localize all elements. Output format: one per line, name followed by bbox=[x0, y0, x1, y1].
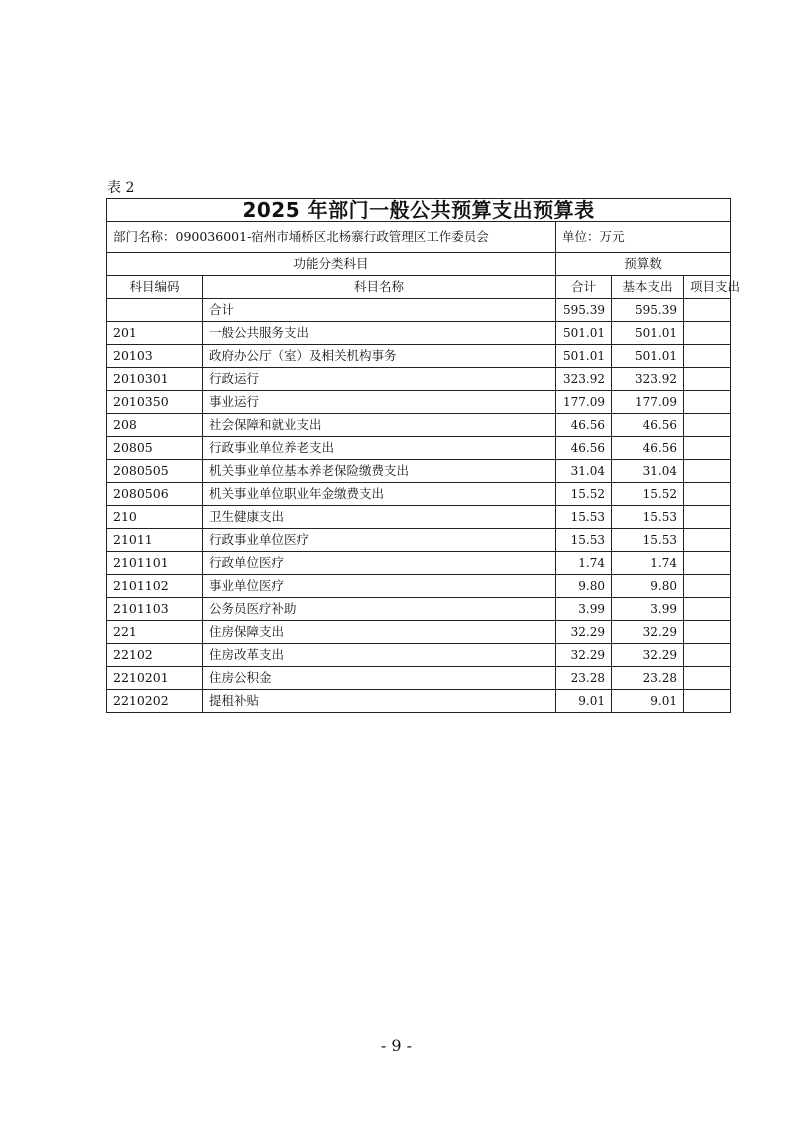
row-name: 住房改革支出 bbox=[203, 644, 556, 667]
row-project bbox=[684, 644, 731, 667]
table-row bbox=[107, 552, 731, 575]
table-title: 2025 年部门一般公共预算支出预算表 bbox=[107, 199, 731, 222]
title-row bbox=[107, 199, 731, 222]
row-name: 一般公共服务支出 bbox=[203, 322, 556, 345]
table-row bbox=[107, 437, 731, 460]
code-header: 科目编码 bbox=[107, 276, 203, 299]
page-number: - 9 - bbox=[380, 1036, 413, 1055]
table-label: 表 2 bbox=[107, 180, 135, 196]
row-code: 2101102 bbox=[107, 575, 203, 598]
table-row bbox=[107, 667, 731, 690]
row-total: 501.01 bbox=[556, 322, 612, 345]
functional-category-header: 功能分类科目 bbox=[107, 253, 556, 276]
name-header: 科目名称 bbox=[203, 276, 556, 299]
row-name: 行政单位医疗 bbox=[203, 552, 556, 575]
row-code: 210 bbox=[107, 506, 203, 529]
row-total: 32.29 bbox=[556, 644, 612, 667]
row-project bbox=[684, 575, 731, 598]
table-row bbox=[107, 391, 731, 414]
row-name: 住房保障支出 bbox=[203, 621, 556, 644]
row-project bbox=[684, 414, 731, 437]
row-project bbox=[684, 598, 731, 621]
row-project bbox=[684, 460, 731, 483]
row-project bbox=[684, 667, 731, 690]
table-row bbox=[107, 299, 731, 322]
row-code: 2010301 bbox=[107, 368, 203, 391]
row-name: 住房公积金 bbox=[203, 667, 556, 690]
row-total: 31.04 bbox=[556, 460, 612, 483]
table-body bbox=[107, 198, 741, 713]
table-row bbox=[107, 529, 731, 552]
row-project bbox=[684, 437, 731, 460]
meta-row bbox=[107, 222, 731, 253]
row-code: 2010350 bbox=[107, 391, 203, 414]
row-project bbox=[684, 368, 731, 391]
row-total: 15.52 bbox=[556, 483, 612, 506]
row-name: 合计 bbox=[203, 299, 556, 322]
table-row bbox=[107, 345, 731, 368]
table-row bbox=[107, 621, 731, 644]
budget-table bbox=[106, 198, 741, 713]
row-basic: 46.56 bbox=[612, 437, 684, 460]
row-code: 2210201 bbox=[107, 667, 203, 690]
row-name: 行政事业单位医疗 bbox=[203, 529, 556, 552]
unit-label: 单位：万元 bbox=[556, 222, 731, 253]
row-code: 2101103 bbox=[107, 598, 203, 621]
row-basic: 23.28 bbox=[612, 667, 684, 690]
basic-header: 基本支出 bbox=[612, 276, 684, 299]
table-row bbox=[107, 460, 731, 483]
table-row bbox=[107, 368, 731, 391]
row-project bbox=[684, 529, 731, 552]
row-basic: 9.80 bbox=[612, 575, 684, 598]
row-basic: 15.52 bbox=[612, 483, 684, 506]
row-code bbox=[107, 299, 203, 322]
row-basic: 46.56 bbox=[612, 414, 684, 437]
row-code: 20805 bbox=[107, 437, 203, 460]
table-row bbox=[107, 483, 731, 506]
row-basic: 31.04 bbox=[612, 460, 684, 483]
row-basic: 1.74 bbox=[612, 552, 684, 575]
row-name: 事业单位医疗 bbox=[203, 575, 556, 598]
row-project bbox=[684, 299, 731, 322]
row-basic: 9.01 bbox=[612, 690, 684, 713]
budget-amount-header: 预算数 bbox=[556, 253, 731, 276]
table-row bbox=[107, 575, 731, 598]
row-project bbox=[684, 690, 731, 713]
row-basic: 3.99 bbox=[612, 598, 684, 621]
row-name: 事业运行 bbox=[203, 391, 556, 414]
row-project bbox=[684, 506, 731, 529]
row-basic: 501.01 bbox=[612, 322, 684, 345]
row-total: 23.28 bbox=[556, 667, 612, 690]
table-row bbox=[107, 506, 731, 529]
row-project bbox=[684, 552, 731, 575]
row-total: 323.92 bbox=[556, 368, 612, 391]
row-name: 提租补贴 bbox=[203, 690, 556, 713]
row-code: 2210202 bbox=[107, 690, 203, 713]
row-code: 22102 bbox=[107, 644, 203, 667]
row-name: 政府办公厅（室）及相关机构事务 bbox=[203, 345, 556, 368]
row-code: 2080506 bbox=[107, 483, 203, 506]
row-total: 46.56 bbox=[556, 414, 612, 437]
row-basic: 595.39 bbox=[612, 299, 684, 322]
row-total: 46.56 bbox=[556, 437, 612, 460]
row-basic: 32.29 bbox=[612, 621, 684, 644]
row-name: 卫生健康支出 bbox=[203, 506, 556, 529]
row-code: 2101101 bbox=[107, 552, 203, 575]
row-total: 1.74 bbox=[556, 552, 612, 575]
row-basic: 501.01 bbox=[612, 345, 684, 368]
row-basic: 32.29 bbox=[612, 644, 684, 667]
table-row bbox=[107, 414, 731, 437]
row-total: 9.80 bbox=[556, 575, 612, 598]
department-name: 部门名称：090036001-宿州市埇桥区北杨寨行政管理区工作委员会 bbox=[107, 222, 556, 253]
row-name: 机关事业单位基本养老保险缴费支出 bbox=[203, 460, 556, 483]
row-project bbox=[684, 345, 731, 368]
row-total: 15.53 bbox=[556, 506, 612, 529]
row-name: 行政事业单位养老支出 bbox=[203, 437, 556, 460]
row-total: 3.99 bbox=[556, 598, 612, 621]
row-name: 机关事业单位职业年金缴费支出 bbox=[203, 483, 556, 506]
row-code: 21011 bbox=[107, 529, 203, 552]
row-total: 177.09 bbox=[556, 391, 612, 414]
table-row bbox=[107, 644, 731, 667]
row-project bbox=[684, 483, 731, 506]
total-header: 合计 bbox=[556, 276, 612, 299]
table-row bbox=[107, 598, 731, 621]
row-basic: 323.92 bbox=[612, 368, 684, 391]
row-name: 公务员医疗补助 bbox=[203, 598, 556, 621]
table-row bbox=[107, 690, 731, 713]
row-project bbox=[684, 621, 731, 644]
group-header-row bbox=[107, 253, 731, 276]
row-code: 208 bbox=[107, 414, 203, 437]
row-basic: 15.53 bbox=[612, 529, 684, 552]
table-row bbox=[107, 322, 731, 345]
column-header-row bbox=[107, 276, 731, 299]
row-code: 221 bbox=[107, 621, 203, 644]
project-header: 项目支出 bbox=[684, 276, 731, 299]
row-name: 社会保障和就业支出 bbox=[203, 414, 556, 437]
row-basic: 177.09 bbox=[612, 391, 684, 414]
row-total: 9.01 bbox=[556, 690, 612, 713]
row-project bbox=[684, 391, 731, 414]
row-name: 行政运行 bbox=[203, 368, 556, 391]
row-code: 2080505 bbox=[107, 460, 203, 483]
row-total: 32.29 bbox=[556, 621, 612, 644]
row-total: 15.53 bbox=[556, 529, 612, 552]
row-code: 20103 bbox=[107, 345, 203, 368]
row-project bbox=[684, 322, 731, 345]
row-total: 501.01 bbox=[556, 345, 612, 368]
row-basic: 15.53 bbox=[612, 506, 684, 529]
row-code: 201 bbox=[107, 322, 203, 345]
row-total: 595.39 bbox=[556, 299, 612, 322]
